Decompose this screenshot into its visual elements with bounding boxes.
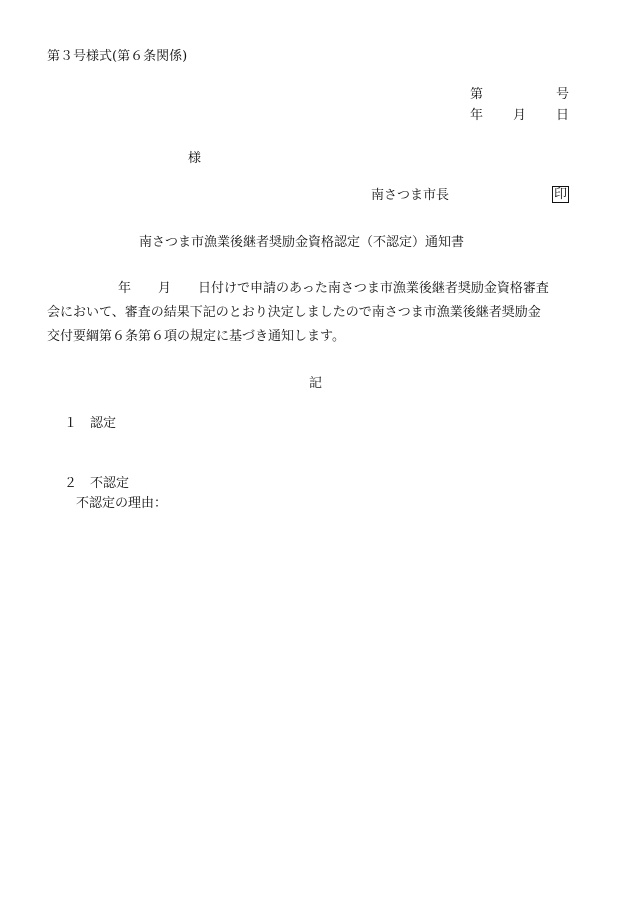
form-label: 第３号様式(第６条関係) — [47, 49, 188, 64]
body-line-2: 会において、審査の結果下記のとおり決定しましたので南さつま市漁業後継者奨励金 — [47, 305, 541, 320]
not-approved-reason-label: 不認定の理由： — [76, 496, 168, 511]
doc-number-suffix: 号 — [556, 87, 570, 102]
body-month: 月 — [158, 281, 172, 296]
item-number: ２ — [64, 476, 78, 491]
item-not-approved — [64, 477, 129, 490]
body-year: 年 — [118, 281, 132, 296]
item-label: 認定 — [90, 416, 117, 431]
item-number: １ — [64, 416, 78, 431]
issuer-name: 南さつま市長 — [371, 188, 450, 203]
body-line1-rest: 日付けで申請のあった南さつま市漁業後継者奨励金資格審査 — [198, 281, 549, 296]
body-line-3: 交付要綱第６条第６項の規定に基づき通知します。 — [47, 329, 345, 344]
date-month: 月 — [513, 108, 527, 123]
doc-number-prefix: 第 — [470, 87, 484, 102]
body-paragraph — [47, 277, 587, 349]
ki-heading: 記 — [309, 376, 323, 391]
body-line-1 — [47, 277, 587, 301]
date-day: 日 — [556, 108, 570, 123]
document-title: 南さつま市漁業後継者奨励金資格認定（不認定）通知書 — [139, 235, 465, 250]
item-label: 不認定 — [90, 476, 130, 491]
seal-box: 印 — [554, 187, 568, 202]
addressee-suffix: 様 — [188, 151, 202, 166]
item-approved — [64, 417, 116, 430]
date-year: 年 — [470, 108, 484, 123]
